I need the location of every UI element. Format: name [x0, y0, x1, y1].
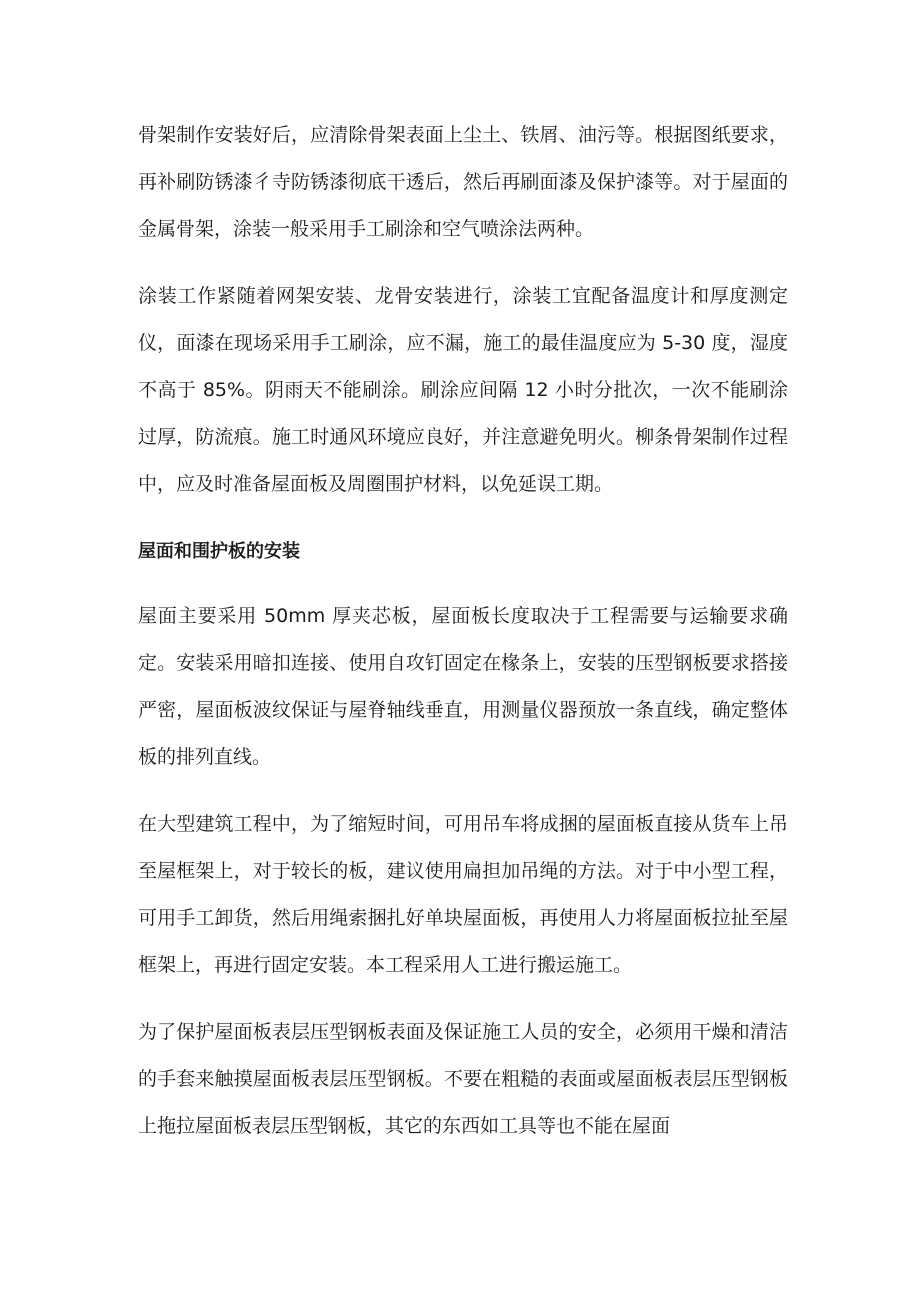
section-heading: 屋面和围护板的安装: [138, 541, 300, 562]
paragraph-coating-work: 涂装工作紧随着网架安装、龙骨安装进行，涂装工宜配备温度计和厚度测定仪，面漆在现场采用手工刷涂，应不漏，施工的最佳温度应为 5-30 度，湿度不高于 85%。阴雨天不能刷涂。刷涂应间隔 12 小时分批次，一次不能刷涂过厚，防流痕。施工时通风环境应良好，并注意避免明火。柳条骨架制作过程中，应及时准备屋面板及周圈围护材料，以免延误工期。: [138, 285, 788, 495]
document-body: [138, 112, 788, 1170]
paragraph-lifting: 在大型建筑工程中，为了缩短时间，可用吊车将成捆的屋面板直接从货车上吊至屋框架上，对于较长的板，建议使用扁担加吊绳的方法。对于中小型工程，可用手工卸货，然后用绳索捆扎好单块屋面板，再使用人力将屋面板拉扯至屋框架上，再进行固定安装。本工程采用人工进行搬运施工。: [138, 813, 788, 976]
paragraph-frame-coating: 骨架制作安装好后，应清除骨架表面上尘土、铁屑、油污等。根据图纸要求，再补刷防锈漆彳寺防锈漆彻底干透后，然后再刷面漆及保护漆等。对于屋面的金属骨架，涂装一般采用手工刷涂和空气喷涂法两种。: [138, 124, 788, 240]
paragraph-protection: 为了保护屋面板表层压型钢板表面及保证施工人员的安全，必须用干燥和清洁的手套来触摸屋面板表层压型钢板。不要在粗糙的表面或屋面板表层压型钢板上拖拉屋面板表层压型钢板，其它的东西如工具等也不能在屋面: [138, 1021, 788, 1137]
paragraph-roof-panel: 屋面主要采用 50mm 厚夹芯板，屋面板长度取决于工程需要与运输要求确定。安装采用暗扣连接、使用自攻钉固定在椽条上，安装的压型钢板要求搭接严密，屋面板波纹保证与屋脊轴线垂直，用测量仪器预放一条直线，确定整体板的排列直线。: [138, 605, 788, 768]
